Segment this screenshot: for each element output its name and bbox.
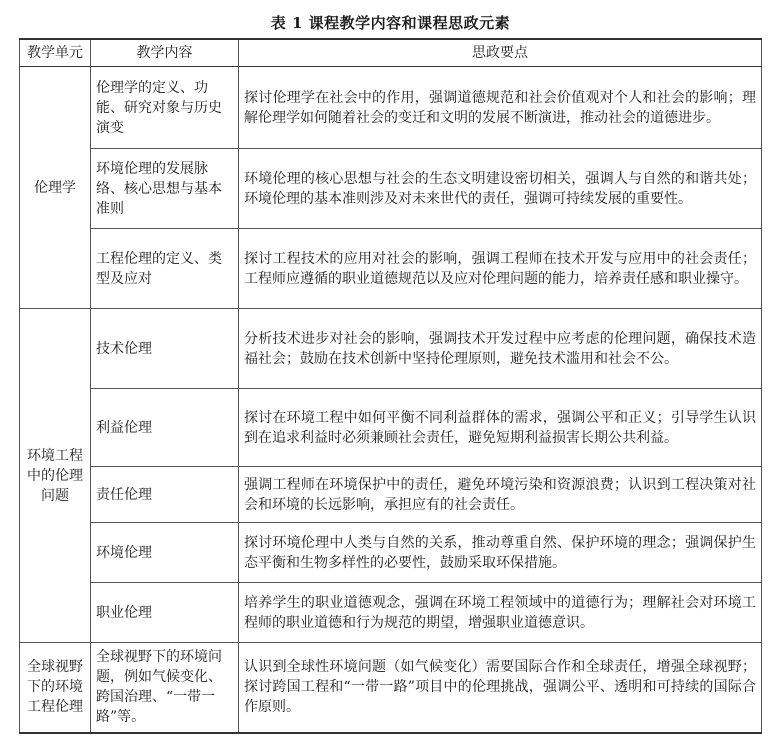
- content-cell: 利益伦理: [91, 389, 239, 467]
- content-cell: 全球视野下的环境问题，例如气候变化、跨国治理、“一带一路”等。: [91, 643, 239, 733]
- table-row: [20, 309, 762, 389]
- curriculum-table: [19, 38, 762, 734]
- content-cell: 工程伦理的定义、类型及应对: [91, 229, 239, 309]
- table-row: [20, 583, 762, 643]
- table-row: [20, 523, 762, 583]
- table-row: [20, 389, 762, 467]
- header-content: 教学内容: [91, 39, 239, 67]
- table-row: [20, 467, 762, 523]
- content-cell: 环境伦理的发展脉络、核心思想与基本准则: [91, 149, 239, 229]
- content-cell: 环境伦理: [91, 523, 239, 583]
- content-cell: 技术伦理: [91, 309, 239, 389]
- unit-cell-env-engineering: 环境工程中的伦理问题: [20, 309, 91, 643]
- table-row: [20, 643, 762, 733]
- points-cell: 培养学生的职业道德观念，强调在环境工程领域中的道德行为；理解社会对环境工程师的职业道德和行为规范的期望，增强职业道德意识。: [239, 583, 762, 643]
- content-cell: 伦理学的定义、功能、研究对象与历史演变: [91, 67, 239, 149]
- points-cell: 探讨工程技术的应用对社会的影响，强调工程师在技术开发与应用中的社会责任；工程师应遵循的职业道德规范以及应对伦理问题的能力，培养责任感和职业操守。: [239, 229, 762, 309]
- header-row: [20, 39, 762, 67]
- table-caption: 表 1 课程教学内容和课程思政元素: [270, 14, 511, 32]
- header-points: 思政要点: [239, 39, 762, 67]
- points-cell: 强调工程师在环境保护中的责任，避免环境污染和资源浪费；认识到工程决策对社会和环境的长远影响，承担应有的社会责任。: [239, 467, 762, 523]
- points-cell: 分析技术进步对社会的影响，强调技术开发过程中应考虑的伦理问题，确保技术造福社会；鼓励在技术创新中坚持伦理原则，避免技术滥用和社会不公。: [239, 309, 762, 389]
- table-row: [20, 229, 762, 309]
- points-cell: 环境伦理的核心思想与社会的生态文明建设密切相关，强调人与自然的和谐共处；环境伦理的基本准则涉及对未来世代的责任，强调可持续发展的重要性。: [239, 149, 762, 229]
- table-row: [20, 149, 762, 229]
- unit-cell-ethics: 伦理学: [20, 67, 91, 309]
- points-cell: 探讨环境伦理中人类与自然的关系，推动尊重自然、保护环境的理念；强调保护生态平衡和生物多样性的必要性，鼓励采取环保措施。: [239, 523, 762, 583]
- points-cell: 探讨伦理学在社会中的作用，强调道德规范和社会价值观对个人和社会的影响；理解伦理学如何随着社会的变迁和文明的发展不断演进，推动社会的道德进步。: [239, 67, 762, 149]
- table-row: [20, 67, 762, 149]
- content-cell: 责任伦理: [91, 467, 239, 523]
- unit-cell-global: 全球视野下的环境工程伦理: [20, 643, 91, 733]
- content-cell: 职业伦理: [91, 583, 239, 643]
- points-cell: 探讨在环境工程中如何平衡不同利益群体的需求，强调公平和正义；引导学生认识到在追求利益时必须兼顾社会责任，避免短期利益损害长期公共利益。: [239, 389, 762, 467]
- points-cell: 认识到全球性环境问题（如气候变化）需要国际合作和全球责任，增强全球视野；探讨跨国工程和“一带一路”项目中的伦理挑战，强调公平、透明和可持续的国际合作原则。: [239, 643, 762, 733]
- header-unit: 教学单元: [20, 39, 91, 67]
